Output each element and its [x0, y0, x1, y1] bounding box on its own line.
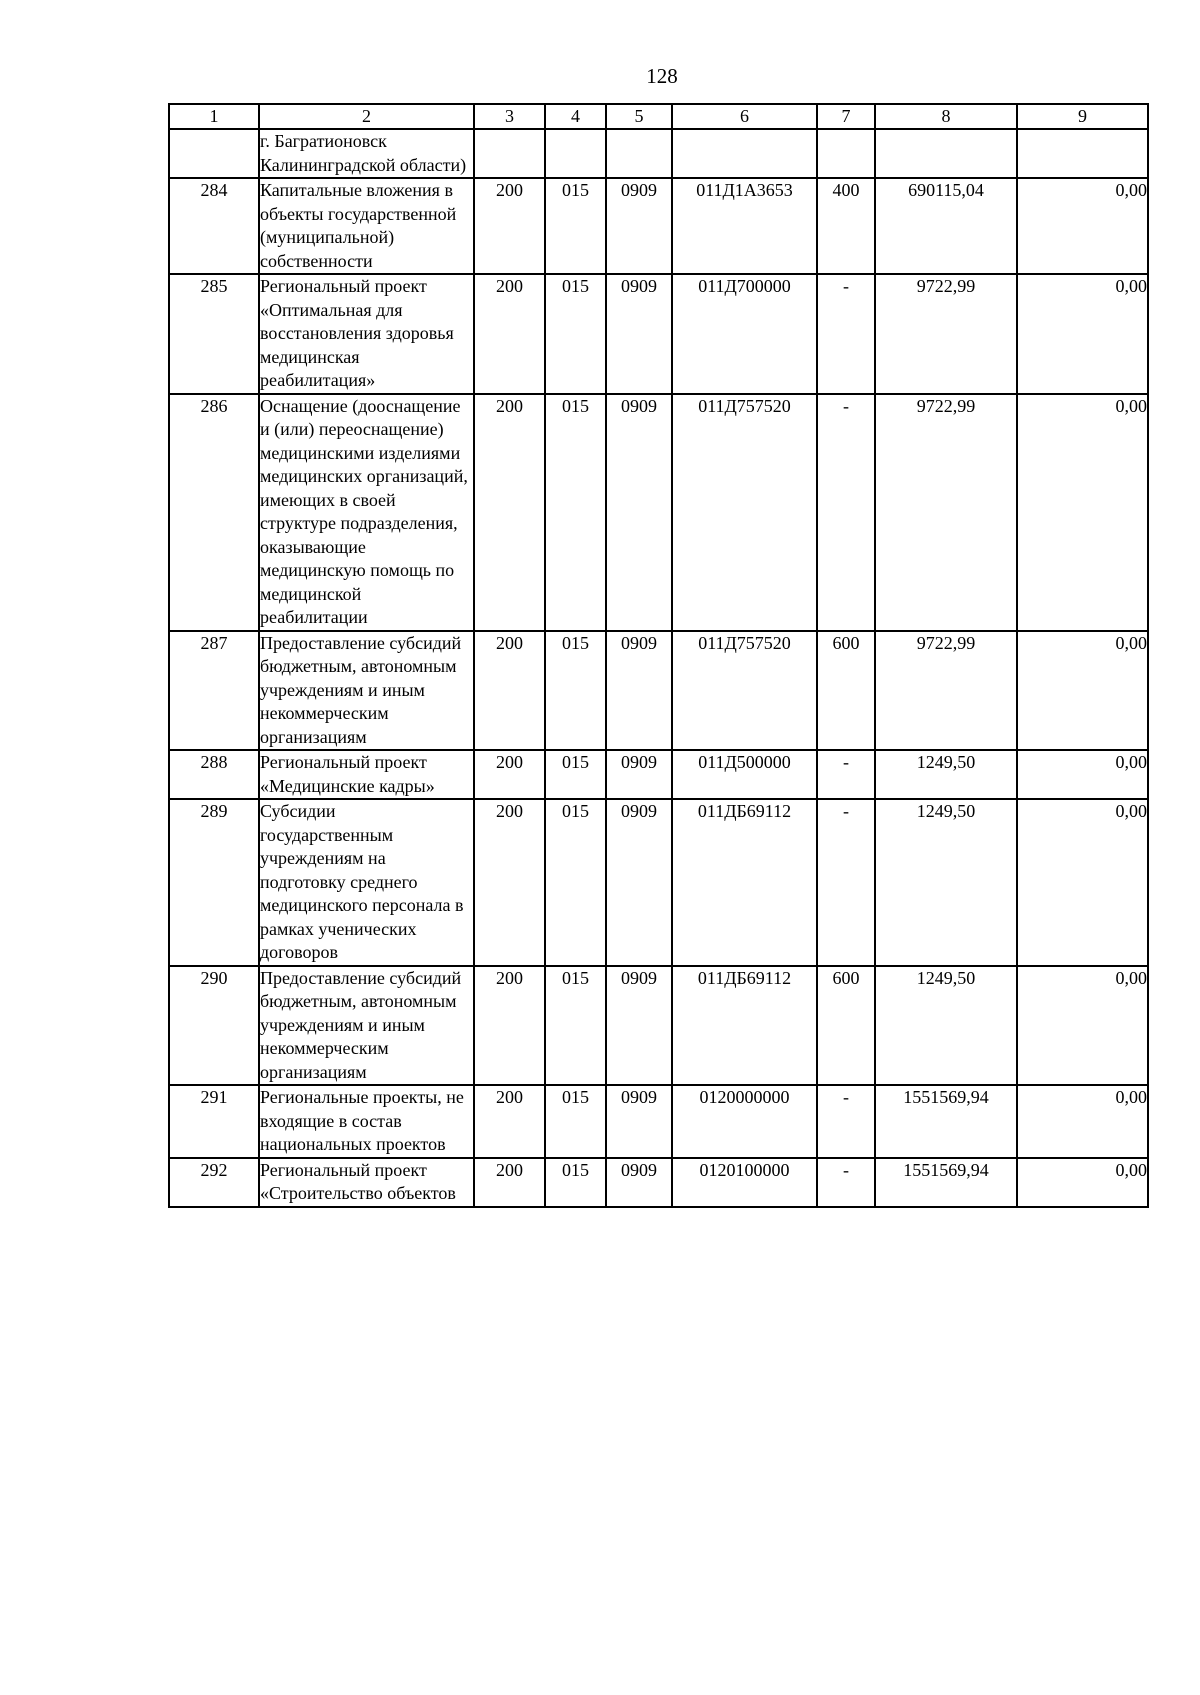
cell-col9: 0,00 — [1017, 631, 1148, 751]
cell-col4: 015 — [545, 750, 606, 799]
row-name: г. Багратионовск Калининградской области) — [259, 129, 474, 178]
cell-col5: 0909 — [606, 1158, 672, 1207]
cell-col4: 015 — [545, 394, 606, 631]
cell-col8: 1551569,94 — [875, 1158, 1017, 1207]
row-number: 290 — [169, 966, 259, 1086]
table-row — [169, 750, 1148, 799]
cell-col5: 0909 — [606, 274, 672, 394]
cell-col3: 200 — [474, 178, 545, 274]
cell-col9: 0,00 — [1017, 750, 1148, 799]
cell-col8: 9722,99 — [875, 631, 1017, 751]
cell-col5: 0909 — [606, 394, 672, 631]
cell-col7: 400 — [817, 178, 875, 274]
row-number: 286 — [169, 394, 259, 631]
budget-table — [168, 103, 1149, 1208]
cell-col7: 600 — [817, 966, 875, 1086]
cell-col4: 015 — [545, 631, 606, 751]
cell-col9: 0,00 — [1017, 1158, 1148, 1207]
cell-col7: - — [817, 1085, 875, 1158]
table-row — [169, 966, 1148, 1086]
row-number: 291 — [169, 1085, 259, 1158]
table-row — [169, 178, 1148, 274]
column-header-3: 3 — [474, 104, 545, 129]
cell-col4 — [545, 129, 606, 178]
row-number: 292 — [169, 1158, 259, 1207]
cell-col9: 0,00 — [1017, 1085, 1148, 1158]
cell-col7: - — [817, 274, 875, 394]
column-header-1: 1 — [169, 104, 259, 129]
cell-col9 — [1017, 129, 1148, 178]
cell-col6: 011Д700000 — [672, 274, 817, 394]
row-number: 289 — [169, 799, 259, 966]
row-name: Региональный проект «Оптимальная для восстановления здоровья медицинская реабилитация» — [259, 274, 474, 394]
column-header-6: 6 — [672, 104, 817, 129]
row-name: Региональный проект «Медицинские кадры» — [259, 750, 474, 799]
cell-col5: 0909 — [606, 178, 672, 274]
cell-col9: 0,00 — [1017, 966, 1148, 1086]
cell-col7: 600 — [817, 631, 875, 751]
row-name: Региональный проект «Строительство объектов — [259, 1158, 474, 1207]
cell-col3: 200 — [474, 750, 545, 799]
column-header-7: 7 — [817, 104, 875, 129]
cell-col6 — [672, 129, 817, 178]
cell-col6: 0120100000 — [672, 1158, 817, 1207]
cell-col3: 200 — [474, 631, 545, 751]
row-name: Региональные проекты, не входящие в состав национальных проектов — [259, 1085, 474, 1158]
cell-col9: 0,00 — [1017, 394, 1148, 631]
table-row — [169, 129, 1148, 178]
cell-col8: 9722,99 — [875, 394, 1017, 631]
cell-col6: 011Д1А3653 — [672, 178, 817, 274]
table-row — [169, 1085, 1148, 1158]
cell-col7: - — [817, 750, 875, 799]
row-number: 285 — [169, 274, 259, 394]
table-row — [169, 799, 1148, 966]
cell-col3: 200 — [474, 274, 545, 394]
row-number — [169, 129, 259, 178]
cell-col5: 0909 — [606, 799, 672, 966]
cell-col5 — [606, 129, 672, 178]
cell-col3: 200 — [474, 394, 545, 631]
cell-col8: 690115,04 — [875, 178, 1017, 274]
cell-col8: 1249,50 — [875, 799, 1017, 966]
row-number: 284 — [169, 178, 259, 274]
column-header-2: 2 — [259, 104, 474, 129]
cell-col6: 011Д500000 — [672, 750, 817, 799]
cell-col6: 011Д757520 — [672, 631, 817, 751]
cell-col9: 0,00 — [1017, 799, 1148, 966]
cell-col5: 0909 — [606, 1085, 672, 1158]
column-header-5: 5 — [606, 104, 672, 129]
cell-col3: 200 — [474, 1085, 545, 1158]
cell-col4: 015 — [545, 1158, 606, 1207]
cell-col8: 1249,50 — [875, 966, 1017, 1086]
header-row — [169, 104, 1148, 129]
cell-col3 — [474, 129, 545, 178]
table-row — [169, 631, 1148, 751]
cell-col4: 015 — [545, 1085, 606, 1158]
cell-col4: 015 — [545, 966, 606, 1086]
cell-col5: 0909 — [606, 750, 672, 799]
table-row — [169, 274, 1148, 394]
cell-col4: 015 — [545, 799, 606, 966]
cell-col4: 015 — [545, 274, 606, 394]
row-name: Капитальные вложения в объекты государственной (муниципальной) собственности — [259, 178, 474, 274]
cell-col7: - — [817, 394, 875, 631]
cell-col7 — [817, 129, 875, 178]
cell-col3: 200 — [474, 1158, 545, 1207]
cell-col9: 0,00 — [1017, 178, 1148, 274]
row-name: Предоставление субсидий бюджетным, автономным учреждениям и иным некоммерческим организациям — [259, 631, 474, 751]
cell-col6: 011ДБ69112 — [672, 966, 817, 1086]
page-number: 128 — [646, 64, 678, 88]
row-name: Оснащение (дооснащение и (или) переоснащение) медицинскими изделиями медицинских организаций, имеющих в своей структуре подразделения, оказывающие медицинскую помощь по медицинской реабилитации — [259, 394, 474, 631]
cell-col8: 1551569,94 — [875, 1085, 1017, 1158]
column-header-9: 9 — [1017, 104, 1148, 129]
table-row — [169, 394, 1148, 631]
cell-col5: 0909 — [606, 631, 672, 751]
cell-col8: 9722,99 — [875, 274, 1017, 394]
row-number: 287 — [169, 631, 259, 751]
table-row — [169, 1158, 1148, 1207]
column-header-8: 8 — [875, 104, 1017, 129]
cell-col8 — [875, 129, 1017, 178]
cell-col6: 011ДБ69112 — [672, 799, 817, 966]
cell-col5: 0909 — [606, 966, 672, 1086]
cell-col3: 200 — [474, 799, 545, 966]
cell-col9: 0,00 — [1017, 274, 1148, 394]
cell-col7: - — [817, 1158, 875, 1207]
cell-col3: 200 — [474, 966, 545, 1086]
cell-col4: 015 — [545, 178, 606, 274]
cell-col6: 0120000000 — [672, 1085, 817, 1158]
row-name: Субсидии государственным учреждениям на подготовку среднего медицинского персонала в рамках ученических договоров — [259, 799, 474, 966]
cell-col7: - — [817, 799, 875, 966]
column-header-4: 4 — [545, 104, 606, 129]
row-name: Предоставление субсидий бюджетным, автономным учреждениям и иным некоммерческим организациям — [259, 966, 474, 1086]
cell-col6: 011Д757520 — [672, 394, 817, 631]
row-number: 288 — [169, 750, 259, 799]
cell-col8: 1249,50 — [875, 750, 1017, 799]
